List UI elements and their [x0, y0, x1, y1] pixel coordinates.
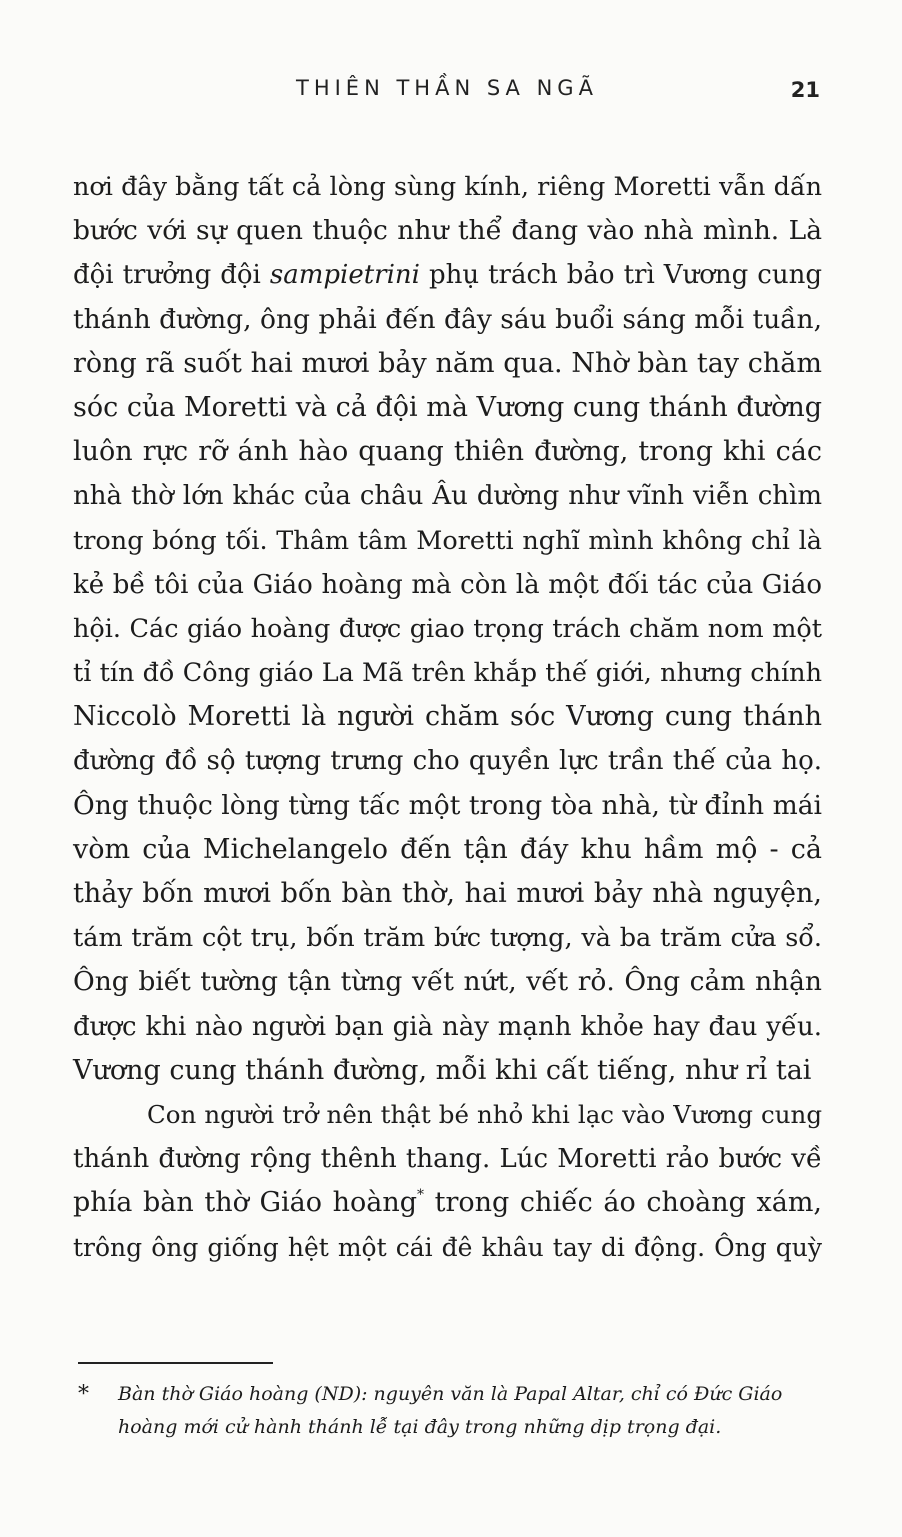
text-line: trong bóng tối. Thâm tâm Moretti nghĩ mình không chỉ là	[73, 525, 822, 556]
footnote-line: hoàng mới cử hành thánh lễ tại đây trong những dịp trọng đại.	[118, 1416, 722, 1438]
text-line: nơi đây bằng tất cả lòng sùng kính, riêng Moretti vẫn dấn	[73, 172, 822, 202]
text-segment: trong chiếc áo choàng xám,	[424, 1187, 822, 1219]
paragraph-2	[73, 1093, 822, 1270]
text-line: thánh đường, ông phải đến đây sáu buổi sáng mỗi tuần,	[73, 303, 822, 335]
running-header	[0, 72, 902, 112]
text-line: vòm của Michelangelo đến tận đáy khu hầm mộ - cả	[73, 833, 822, 865]
text-line: đường đồ sộ tượng trưng cho quyền lực trần thế của họ.	[73, 746, 822, 777]
text-line: thảy bốn mươi bốn bàn thờ, hai mươi bảy nhà nguyện,	[73, 878, 822, 909]
text-line: trông ông giống hệt một cái đê khâu tay di động. Ông quỳ	[73, 1232, 822, 1262]
footnote-reference: *	[417, 1187, 425, 1204]
paragraph-1	[73, 165, 822, 1093]
text-line: thánh đường rộng thênh thang. Lúc Moretti rảo bước về	[73, 1144, 822, 1175]
text-line: sóc của Moretti và cả đội mà Vương cung thánh đường	[73, 391, 822, 423]
text-line: bước với sự quen thuộc như thể đang vào nhà mình. Là	[73, 215, 822, 247]
text-line: ròng rã suốt hai mươi bảy năm qua. Nhờ bàn tay chăm	[73, 347, 822, 379]
text-line: tỉ tín đồ Công giáo La Mã trên khắp thế giới, nhưng chính	[73, 658, 822, 689]
text-line: kẻ bề tôi của Giáo hoàng mà còn là một đối tác của Giáo	[73, 569, 822, 600]
italic-term: sampietrini	[269, 260, 420, 291]
body-text	[73, 165, 822, 1270]
text-line: hội. Các giáo hoàng được giao trọng trách chăm nom một	[73, 613, 822, 644]
text-line: được khi nào người bạn già này mạnh khỏe hay đau yếu.	[73, 1011, 822, 1042]
text-line: Ông biết tường tận từng vết nứt, vết rỏ. Ông cảm nhận	[73, 966, 822, 998]
text-line: tám trăm cột trụ, bốn trăm bức tượng, và ba trăm cửa sổ.	[73, 923, 822, 954]
text-line: luôn rực rỡ ánh hào quang thiên đường, trong khi các	[73, 436, 822, 468]
text-segment: phía bàn thờ Giáo hoàng	[73, 1187, 418, 1219]
book-title: THIÊN THẦN SA NGÃ	[296, 76, 598, 100]
footnote-divider	[78, 1362, 273, 1364]
text-line: Niccolò Moretti là người chăm sóc Vương cung thánh	[73, 701, 822, 733]
footnote-text	[118, 1378, 823, 1444]
text-line	[73, 253, 822, 297]
text-line: Con người trở nên thật bé nhỏ khi lạc vào Vương cung	[147, 1099, 822, 1129]
footnote-line: Bàn thờ Giáo hoàng (ND): nguyên văn là Papal Altar, chỉ có Đức Giáo	[118, 1383, 783, 1405]
text-segment: đội trưởng đội	[73, 260, 270, 291]
text-line: Vương cung thánh đường, mỗi khi cất tiếng, như rỉ tai	[73, 1054, 812, 1086]
text-line: nhà thờ lớn khác của châu Âu dường như vĩnh viễn chìm	[73, 481, 822, 512]
text-line	[73, 1181, 822, 1225]
page-number: 21	[790, 78, 820, 102]
text-line: Ông thuộc lòng từng tấc một trong tòa nhà, từ đỉnh mái	[73, 789, 822, 821]
footnote-marker: *	[78, 1382, 89, 1407]
text-segment: phụ trách bảo trì Vương cung	[419, 260, 823, 291]
